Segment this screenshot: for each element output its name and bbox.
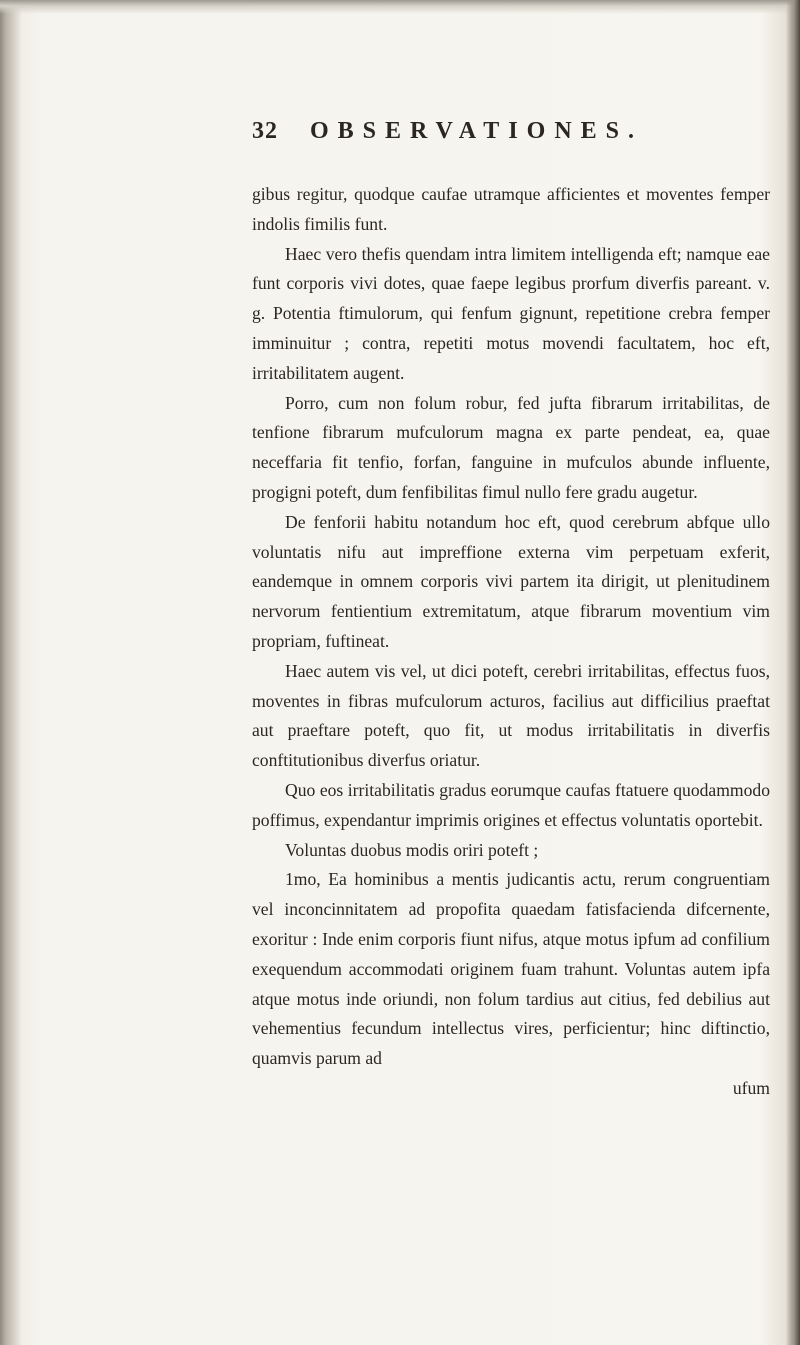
binding-shadow <box>0 0 22 1345</box>
paragraph: De fenforii habitu notandum hoc eft, quod cerebrum abfque ullo voluntatis nifu aut impreffione externa vim perpetuam exferit, eandemque in omnem corporis vivi partem ita dirigit, ut plenitudinem nervorum fentientium extremitatum, atque fibrarum moventium vim propriam, fuftineat. <box>252 511 770 651</box>
page-number: 32 <box>252 118 278 144</box>
paragraph: 1mo, Ea hominibus a mentis judicantis actu, rerum congruentiam vel inconcinnitatem ad propofita quaedam fatisfacienda difcernente, exoritur : Inde enim corporis fiunt nifus, atque motus ipfum ad confilium exequendum accommodati originem fuam trahunt. Voluntas autem ipfa atque motus inde oriundi, non folum tardius aut citius, fed debilius aut vehementius fecundum intellectus vires, perficientur; hinc diftinctio, quamvis parum ad <box>252 869 770 1069</box>
paragraph: gibus regitur, quodque caufae utramque afficientes et moventes femper indolis fimilis funt. <box>252 184 770 234</box>
top-edge-shadow <box>0 0 800 14</box>
running-title: OBSERVATIONES. <box>310 118 644 144</box>
paragraph: Haec vero thefis quendam intra limitem intelligenda eft; namque eae funt corporis vivi dotes, quae faepe legibus prorfum diverfis pareant. v. g. Potentia ftimulorum, qui fenfum gignunt, repetitione crebra femper imminuitur ; contra, repetiti motus movendi facultatem, hoc eft, irritabilitatem augent. <box>252 243 770 383</box>
body-text <box>252 180 770 1104</box>
paragraph: Porro, cum non folum robur, fed jufta fibrarum irritabilitas, de tenfione fibrarum mufculorum magna ex parte pendeat, ea, quae neceffaria fit tenfio, forfan, fanguine in mufculos abunde influente, progigni poteft, dum fenfibilitas fimul nullo fere gradu augetur. <box>252 392 770 502</box>
paragraph: Haec autem vis vel, ut dici poteft, cerebri irritabilitas, effectus fuos, moventes in fibras mufculorum acturos, facilius aut difficilius praeftat aut praeftare poteft, quo fit, ut modus irritabilitatis in diverfis conftitutionibus diverfus oriatur. <box>252 660 770 771</box>
right-edge-shadow <box>786 0 800 1345</box>
paragraph: Voluntas duobus modis oriri poteft ; <box>285 839 539 860</box>
page-header <box>252 118 772 158</box>
catchword: ufum <box>732 1077 770 1098</box>
paragraph: Quo eos irritabilitatis gradus eorumque caufas ftatuere quodammodo poffimus, expendantur imprimis origines et effectus voluntatis oportebit. <box>252 779 770 830</box>
